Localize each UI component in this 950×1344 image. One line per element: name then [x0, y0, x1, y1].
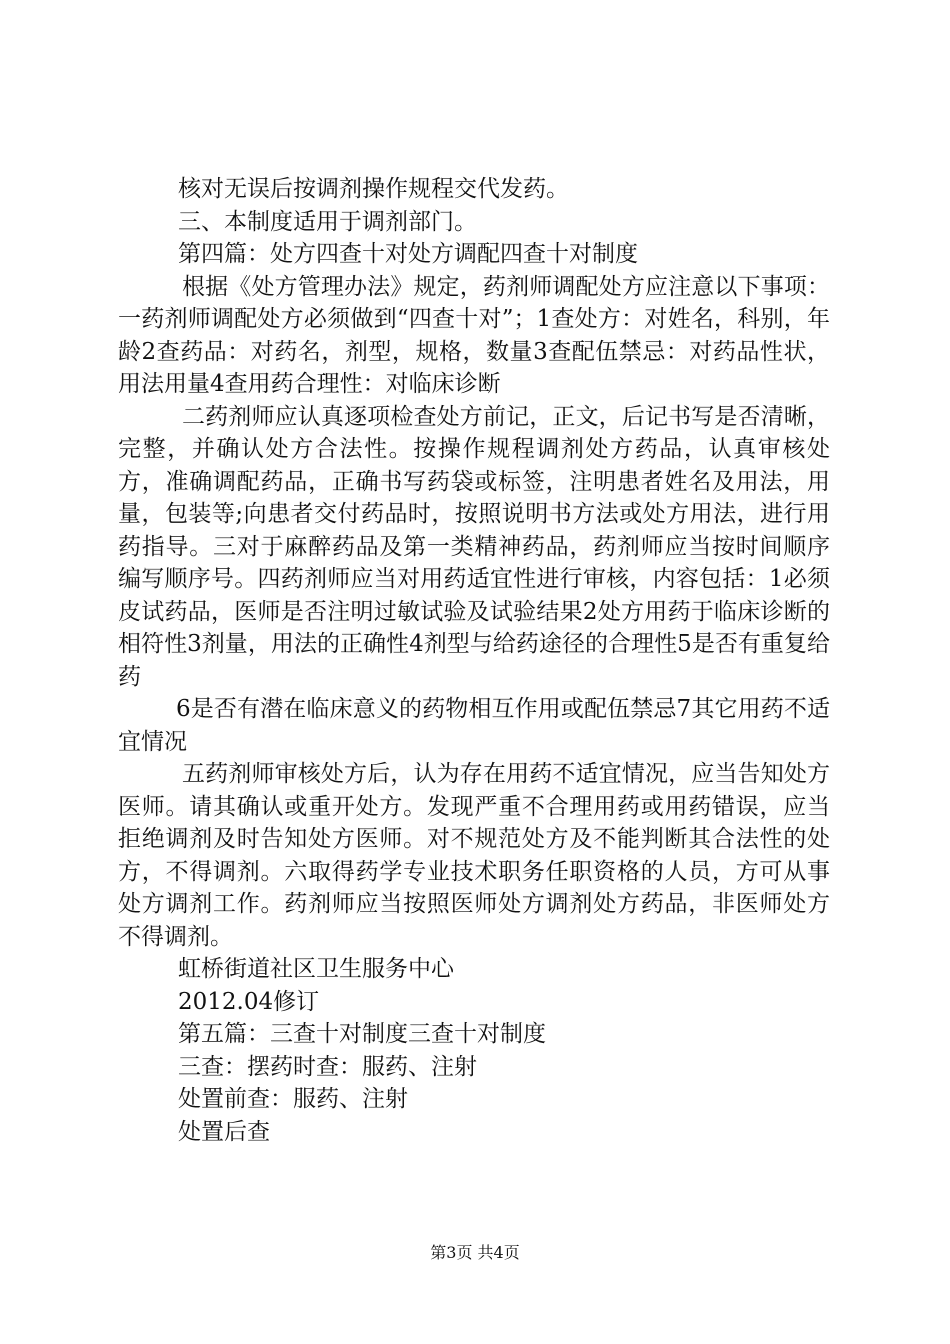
paragraph-four-checks: 根据《处方管理办法》规定，药剂师调配处方应注意以下事项：一药剂师调配处方必须做到“四查十对”；1查处方：对姓名，科别，年龄2查药品：对药名，剂型，规格，数量3查配伍禁忌：对药品性状，用法用量4查用药合理性：对临床诊断: [118, 273, 830, 397]
paragraph-scope: 三、本制度适用于调剂部门。: [178, 208, 477, 235]
organization-name: 虹桥街道社区卫生服务中心: [178, 956, 454, 982]
document-body: [118, 173, 830, 1148]
paragraph-three-checks: 三查：摆药时查：服药、注射: [178, 1053, 477, 1080]
section-heading-part5: 第五篇：三查十对制度三查十对制度: [178, 1021, 546, 1047]
paragraph-pharmacist-review: 二药剂师应认真逐项检查处方前记，正文，后记书写是否清晰，完整，并确认处方合法性。按操作规程调剂处方药品，认真审核处方，准确调配药品，正确书写药袋或标签，注明患者姓名及用法，用量，包装等;向患者交付药品时，按照说明书方法或处方用法，进行用药指导。三对于麻醉药品及第一类精神药品，药剂师应当按时间顺序编写顺序号。四药剂师应当对用药适宜性进行审核，内容包括：1必须皮试药品，医师是否注明过敏试验及试验结果2处方用药于临床诊断的相符性3剂量，用法的正确性4剂型与给药途径的合理性5是否有重复给药: [118, 403, 830, 690]
paragraph-after-treatment: 处置后查: [178, 1118, 270, 1145]
paragraph-interactions: 6是否有潜在临床意义的药物相互作用或配伍禁忌7其它用药不适宜情况: [118, 696, 830, 755]
paragraph-verify-dispense: 核对无误后按调剂操作规程交代发药。: [178, 176, 569, 202]
paragraph-inappropriate-use: 五药剂师审核处方后，认为存在用药不适宜情况，应当告知处方医师。请其确认或重开处方。发现严重不合理用药或用药错误，应当拒绝调剂及时告知处方医师。对不规范处方及不能判断其合法性的处方，不得调剂。六取得药学专业技术职务任职资格的人员，方可从事处方调剂工作。药剂师应当按照医师处方调剂处方药品，非医师处方不得调剂。: [118, 761, 830, 950]
section-heading-part4: 第四篇：处方四查十对处方调配四查十对制度: [178, 241, 638, 267]
paragraph-before-treatment: 处置前查：服药、注射: [178, 1086, 408, 1112]
revision-date: 2012.04修订: [178, 988, 320, 1015]
page-number-footer: 第3页 共4页: [430, 1243, 520, 1262]
